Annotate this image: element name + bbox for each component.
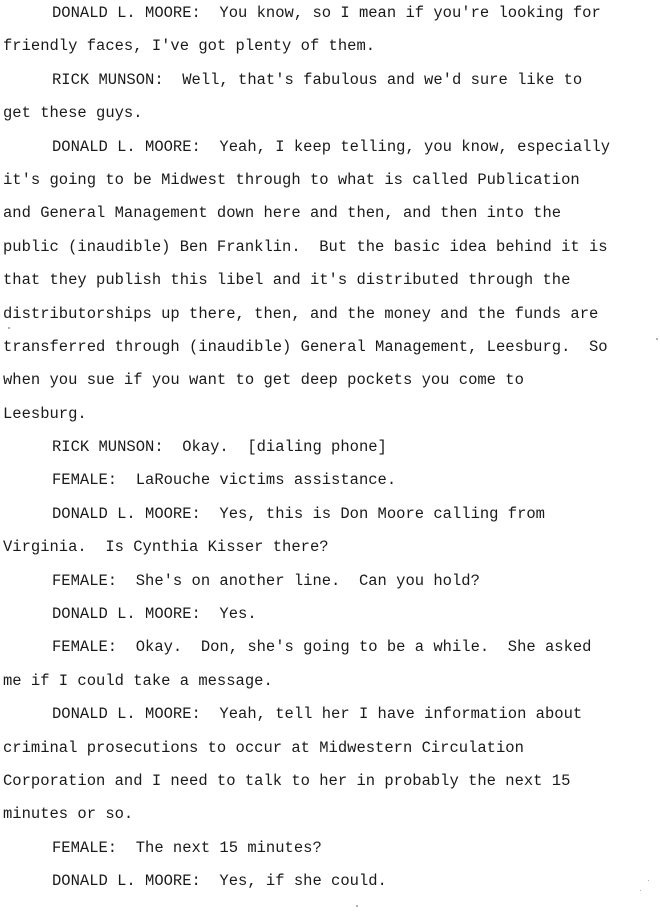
scan-speck (640, 890, 641, 891)
transcript-line: FEMALE: Okay. Don, she's going to be a while. She asked (52, 638, 592, 657)
transcript-body (3, 0, 658, 899)
scan-speck (356, 905, 358, 907)
transcript-line: DONALD L. MOORE: Yeah, I keep telling, you know, especially (52, 137, 611, 156)
transcript-line: Virginia. Is Cynthia Kisser there? (3, 538, 329, 557)
transcript-line: DONALD L. MOORE: Yes. (52, 605, 257, 624)
transcript-line: it's going to be Midwest through to what is called Publication (3, 170, 580, 189)
transcript-line: DONALD L. MOORE: Yes, this is Don Moore calling from (52, 504, 545, 523)
scan-speck (656, 338, 658, 340)
transcript-line: RICK MUNSON: Well, that's fabulous and we'd sure like to (52, 70, 583, 89)
transcript-line: FEMALE: LaRouche victims assistance. (52, 471, 397, 490)
transcript-line: distributorships up there, then, and the money and the funds are (3, 304, 599, 323)
transcript-line: me if I could take a message. (3, 671, 273, 690)
transcript-line: get these guys. (3, 104, 143, 123)
transcript-line: friendly faces, I've got plenty of them. (3, 37, 376, 56)
transcript-line: public (inaudible) Ben Franklin. But the basic idea behind it is (3, 237, 608, 256)
transcript-line: Leesburg. (3, 404, 87, 423)
transcript-line: and General Management down here and then, and then into the (3, 204, 562, 223)
transcript-line: DONALD L. MOORE: Yeah, tell her I have information about (52, 705, 583, 724)
transcript-line: transferred through (inaudible) General Management, Leesburg. So (3, 337, 608, 356)
scan-speck (8, 327, 10, 329)
transcript-line: FEMALE: The next 15 minutes? (52, 838, 322, 857)
transcript-line: minutes or so. (3, 805, 134, 824)
transcript-line: criminal prosecutions to occur at Midwestern Circulation (3, 738, 524, 757)
transcript-line: FEMALE: She's on another line. Can you hold? (52, 571, 480, 590)
transcript-line: DONALD L. MOORE: You know, so I mean if you're looking for (52, 4, 601, 22)
transcript-line: RICK MUNSON: Okay. [dialing phone] (52, 438, 387, 457)
transcript-line: when you sue if you want to get deep pockets you come to (3, 371, 524, 390)
scan-speck (648, 880, 649, 881)
transcript-line: Corporation and I need to talk to her in probably the next 15 (3, 771, 571, 790)
transcript-line: DONALD L. MOORE: Yes, if she could. (52, 872, 387, 891)
transcript-line: that they publish this libel and it's distributed through the (3, 271, 571, 290)
